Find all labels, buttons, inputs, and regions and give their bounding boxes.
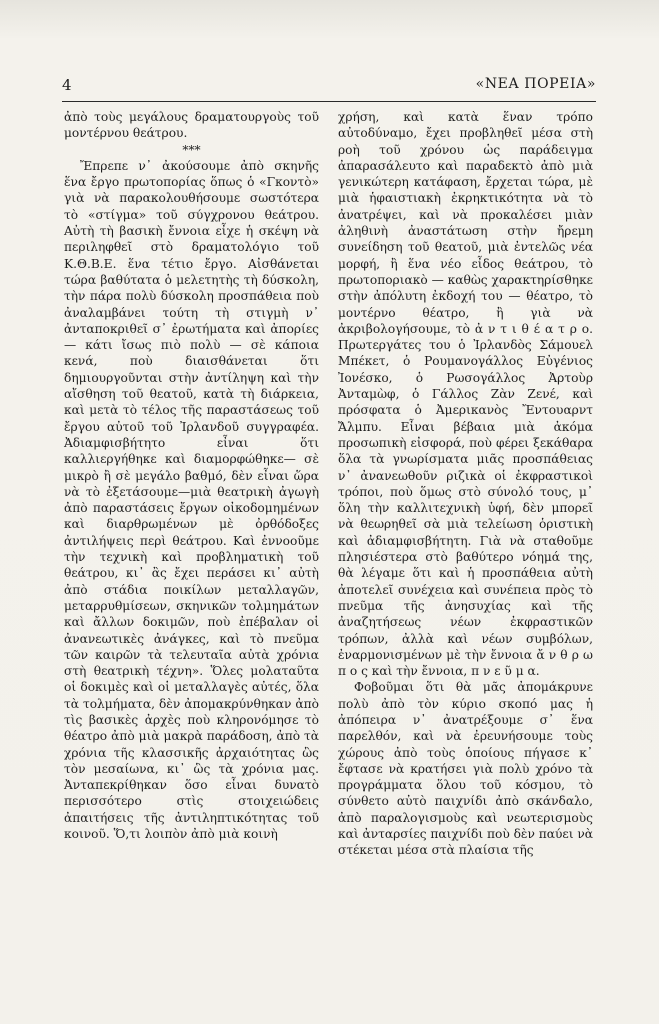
page-number: 4 <box>62 76 72 94</box>
header-rule <box>62 101 596 102</box>
paragraph: Φοβοῦμαι ὅτι θὰ μᾶς ἀπομάκρυνε πολὺ ἀπὸ τὸν κύριο σκοπό μας ἡ ἀπόπειρα ν᾿ ἀνατρέξουμε σ᾿ ἕνα παρελθόν, καὶ νὰ ἐρευνήσουμε τοὺς χώρους ἀπὸ τοὺς ὁποίους πήγασε κ᾿ ἔφτασε νὰ κρατήσει γιὰ πολὺ χρόνο τὰ προγράμματα ὅλου τοῦ κόσμου, τὸ σύνθετο αὐτὸ παιχνίδι ἀπὸ σκάνδαλο, ἀπὸ παραλογισμοὺς καὶ νεωτερισμοὺς καὶ ἀνταρσίες παιχνίδι ποὺ δὲν παύει νὰ στέκεται μέσα στὰ πλαίσια τῆς <box>338 680 594 858</box>
paragraph: ἀπὸ τοὺς μεγάλους δραματουργοὺς τοῦ μοντέρνου θεάτρου. <box>64 110 319 141</box>
paragraph: Ἔπρεπε ν᾿ ἀκούσουμε ἀπὸ σκηνῆς ἕνα ἔργο πρωτοπορίας ὅπως ὁ «Γκοντὸ» γιὰ νὰ παρακολουθήσουμε σωστότερα τὸ «στίγμα» τοῦ σύγχρονου θεάτρου. Αὐτὴ τὴ βασικὴ ἔννοια εἶχε ἡ σκέψη νὰ περιληφθεῖ στὸ δραματολόγιο τοῦ Κ.Θ.Β.Ε. ἕνα τέτιο ἔργο. Αἰσθάνεται τώρα βαθύτατα ὁ μελετητὴς τὴ δύσκολη, τὴν πάρα πολὺ δύσκολη προσπάθεια ποὺ ἀναλαμβάνει τούτη τὴ στιγμὴ ν᾿ ἀνταποκριθεῖ σ᾿ ἐρωτήματα καὶ ἀπορίες — κάτι ἴσως πιὸ πολὺ — σὲ κάποια κενά, ποὺ διαισθάνεται ὅτι δημιουργοῦνται στὴν ἀντίληψη καὶ τὴν αἴσθηση τοῦ θεατοῦ, κατὰ τὴ διάρκεια, καὶ μετὰ τὸ τέλος τῆς παραστάσεως τοῦ ἔργου αὐτοῦ τοῦ Ἰρλανδοῦ συγγραφέα. Ἀδιαμφισβήτητο εἶναι ὅτι καλλιεργήθηκε καὶ διαμορφώθηκε— σὲ μικρὸ ἢ σὲ μεγάλο βαθμό, δὲν εἶναι ὥρα νὰ τὸ ἐξετάσουμε—μιὰ θεατρικὴ ἀγωγὴ ἀπὸ παραστάσεις ἔργων οἰκοδομημένων καὶ διαρθρωμένων μὲ ὀρθόδοξες ἀντιλήψεις περὶ θεάτρου. Καὶ ἐννοοῦμε τὴν τεχνικὴ καὶ προβληματικὴ τοῦ θεάτρου, κι᾿ ἂς ἔχει περάσει κι᾿ αὐτὴ ἀπὸ στάδια ποικίλων μεταλλαγῶν, μεταρρυθμίσεων, σκηνικῶν τολμημάτων καὶ ἄλλων δοκιμῶν, ποὺ ἐπέβαλαν οἱ ἀνανεωτικὲς ἀνάγκες, καὶ τὸ πνεῦμα τῶν καιρῶν τὰ τελευταῖα αὐτὰ χρόνια στὴ θεατρικὴ τέχνη». Ὅλες μολαταῦτα οἱ δοκιμὲς καὶ οἱ μεταλλαγὲς αὐτές, ὅλα τὰ τολμήματα, δὲν ἀπομακρύνθηκαν ἀπὸ τὶς βασικὲς ἀρχὲς ποὺ κληρονόμησε τὸ θέατρο ἀπὸ μιὰ μακρὰ παράδοση, ἀπὸ τὰ χρόνια τῆς κλασσικῆς ἀρχαιότητας ὣς τὸν μεσαίωνα, κι᾿ ὣς τὰ χρόνια μας. Ἀνταπεκρίθηκαν ὅσο εἶναι δυνατὸ περισσότερο στὶς στοιχειώδεις ἀπαιτήσεις τῆς ἀντιληπτικότητας τοῦ κοινοῦ. Ὅ,τι λοιπὸν ἀπὸ μιὰ κοινὴ <box>64 158 319 842</box>
left-column <box>64 109 319 842</box>
page-header <box>62 76 596 100</box>
paragraph: χρήση, καὶ κατὰ ἕναν τρόπο αὐτοδύναμο, ἔχει προβληθεῖ μέσα στὴ ροὴ τοῦ χρόνου ὡς παράδειγμα ἀπαρασάλευτο καὶ παραδεκτὸ ἀπὸ μιὰ γενικώτερη κατάφαση, ἔρχεται τώρα, μὲ μιὰ ἡφαιστιακὴ ἐκρηκτικότητα νὰ τὸ ἀνατρέψει, καὶ νὰ προκαλέσει μιὰν ἀληθινὴ ἀναστάτωση στὴν ἤρεμη συνείδηση τοῦ θεατοῦ, μιὰ ἐντελῶς νέα μορφή, ἢ ἕνα νέο εἶδος θεάτρου, τὸ πρωτοποριακὸ — καθὼς χαρακτηρίσθηκε στὴν ἀπόλυτη ἐκδοχή του — θέατρο, τὸ μοντέρνο θέατρο, ἢ γιὰ νὰ ἀκριβολογήσουμε, τὸ ἀ ν τ ι θ έ α τ ρ ο. Πρωτεργάτες του ὁ Ἰρλανδὸς Σάμουελ Μπέκετ, ὁ Ρουμανογάλλος Εὐγένιος Ἰονέσκο, ὁ Ρωσογάλλος Ἀρτοὺρ Ἀνταμὼφ, ὁ Γάλλος Ζὰν Ζενέ, καὶ πρόσφατα ὁ Ἀμερικανὸς Ἔντουαρντ Ἄλμπυ. Εἶναι βέβαια μιὰ ἀκόμα προσωπικὴ εἰσφορά, ποὺ φέρει ξεκάθαρα ὅλα τὰ γνωρίσματα μιᾶς προσπάθειας ν᾿ ἀνανεωθοῦν ριζικὰ οἱ ἐκφραστικοὶ τρόποι, ποὺ ὅμως στὸ σύνολό τους, μ᾿ ὅλη τὴν καλλιτεχνικὴ ὑφή, δὲν μπορεῖ νὰ θεωρηθεῖ σὰ μιὰ τελείωση ὁριστικὴ καὶ ἀδιαμφισβήτητη. Γιὰ νὰ σταθοῦμε πλησιέστερα στὸ βαθύτερο νόημά της, θὰ λέγαμε ὅτι καὶ ἡ προσπάθεια αὐτὴ ἀποτελεῖ συνέχεια καὶ συνέπεια πρὸς τὸ πνεῦμα τῆς ἀνησυχίας καὶ τῆς ἀναζητήσεως νέων ἐκφραστικῶν τρόπων, ἀλλὰ καὶ νέων συμβόλων, ἐναρμονισμένων μὲ τὴν ἔννοια ἄ ν θ ρ ω π ο ς καὶ τὴν ἔννοια, π ν ε ῦ μ α. <box>338 110 593 679</box>
right-column <box>338 109 593 859</box>
running-title: «ΝΕΑ ΠΟΡΕΙΑ» <box>475 76 596 92</box>
section-separator: *** <box>182 142 201 157</box>
